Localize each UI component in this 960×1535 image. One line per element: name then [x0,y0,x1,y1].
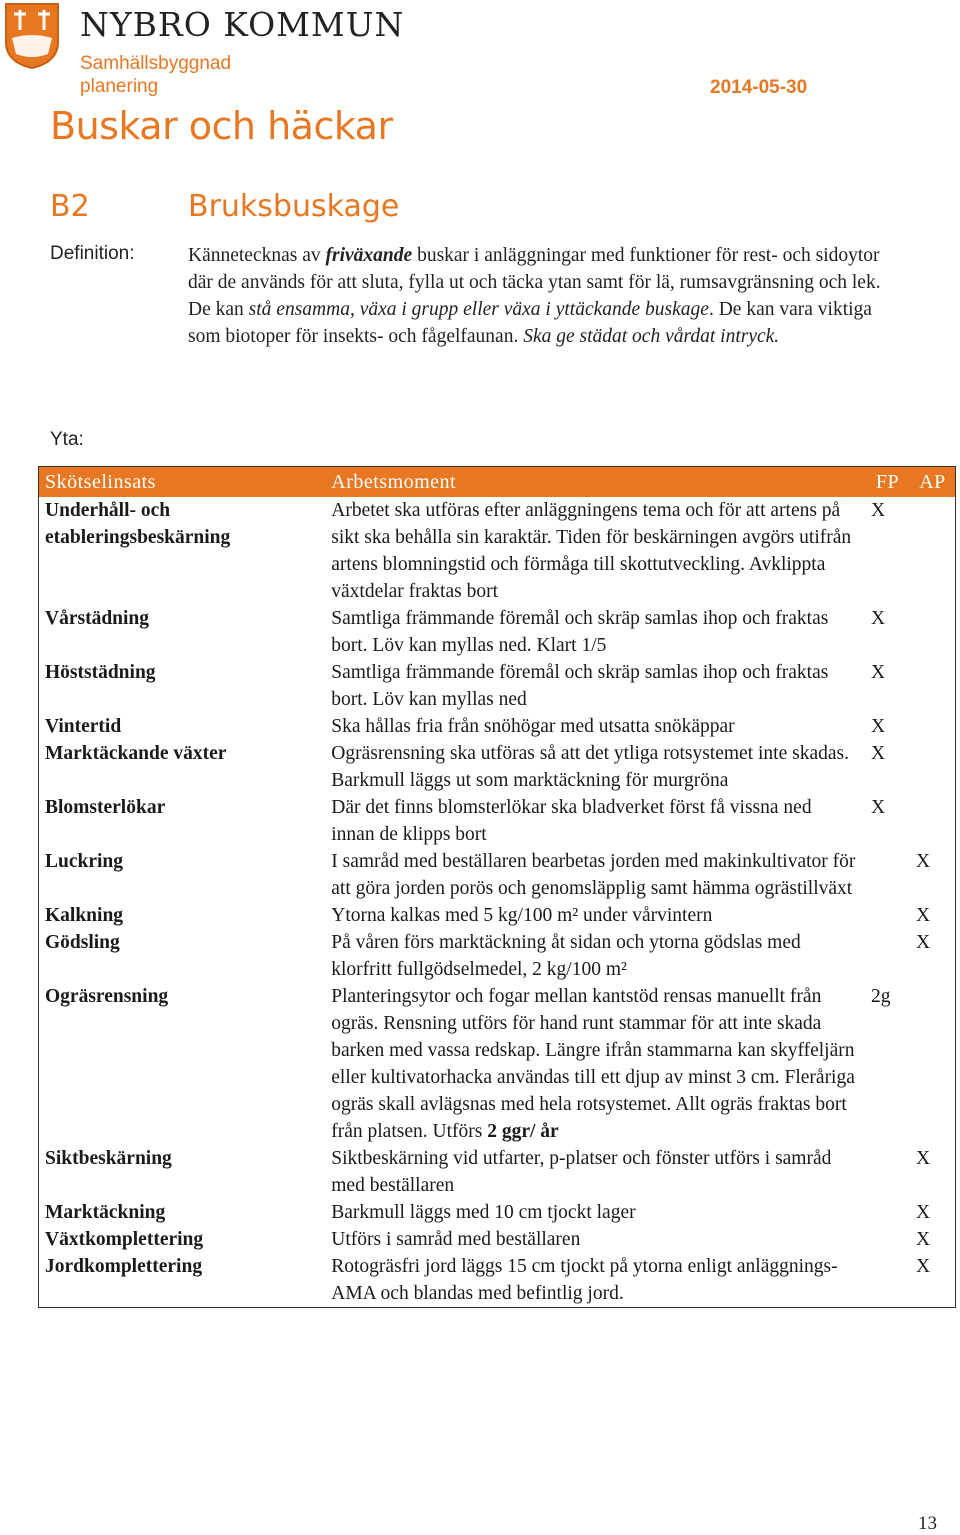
fp-mark: X [871,716,886,737]
fp-mark [865,1145,910,1199]
task-name: Växtkomplettering [45,1229,204,1250]
table-row [39,929,956,983]
task-description-emphasis: 2 ggr/ år [487,1121,559,1142]
org-name: NYBRO KOMMUN [80,5,405,44]
definition-part: buskar i anläggningar med funktioner för rest- och sidoytor där de används för att sluta, fylla ut och täcka ytan samt för lä, rumsavgränsning och lek. De kan [188,245,881,320]
task-name: Gödsling [45,932,120,953]
fp-mark: 2g [871,986,891,1007]
task-description-text: Ytorna kalkas med 5 kg/100 m² under vårvintern [331,905,713,926]
ap-mark: X [915,1229,931,1250]
task-description [325,1199,865,1226]
task-description [325,848,865,902]
task-name: Underhåll- och etableringsbeskärning [45,500,231,548]
fp-mark: X [871,608,886,629]
task-name: Jordkomplettering [45,1256,203,1277]
task-description [325,983,865,1145]
table-row [39,659,956,713]
fp-mark: X [871,743,886,764]
task-description [325,659,865,713]
task-description [325,713,865,740]
table-row [39,740,956,794]
task-description-text: Planteringsytor och fogar mellan kantstöd rensas manuellt från ogräs. Rensning utförs för hand runt stammar för att inte skada barken med vassa redskap. Längre ifrån stammarna kan skyffeljärn eller kultivatorhacka användas till ett djup av minst 3 cm. Fleråriga ogräs skall avlägsnas med hela rotsystemet. Allt ogräs fraktas bort från platsen. Utförs [331,986,855,1142]
ap-mark: X [915,1148,931,1169]
task-description [325,740,865,794]
task-description-text: Utförs i samråd med beställaren [331,1229,581,1250]
department-name [80,52,231,98]
task-name: Vårstädning [45,608,150,629]
task-description-text: Ska hållas fria från snöhögar med utsatta snökäppar [331,716,735,737]
task-description [325,794,865,848]
department-line-2: planering [80,76,159,97]
ap-mark: X [915,851,931,872]
table-row [39,605,956,659]
table-row [39,902,956,929]
ap-mark: X [915,932,931,953]
fp-mark: X [871,500,886,521]
definition-part: Kännetecknas av [188,245,326,266]
task-name: Blomsterlökar [45,797,166,818]
task-description-text: På våren förs marktäckning åt sidan och ytorna gödslas med klorfritt fullgödselmedel, 2 kg/100 m² [331,932,801,980]
column-header-task: Skötselinsats [39,467,326,498]
table-row [39,713,956,740]
fp-mark [865,848,910,902]
ap-mark [910,497,956,605]
section-title: Buskar och häckar [50,104,393,148]
task-description-text: Samtliga främmande föremål och skräp samlas ihop och fraktas bort. Löv kan myllas ned. Klart 1/5 [331,608,829,656]
task-description [325,1145,865,1199]
column-header-fp: FP [865,467,910,498]
area-label: Yta: [50,429,84,450]
ap-mark [910,740,956,794]
task-name: Vintertid [45,716,122,737]
task-description-text: Ogräsrensning ska utföras så att det ytliga rotsystemet inte skadas. Barkmull läggs ut som marktäckning för murgröna [331,743,849,791]
definition-emphasis: stå ensamma, växa i grupp eller växa i yttäckande buskage [248,299,709,320]
table-row [39,1253,956,1308]
task-description-text: Samtliga främmande föremål och skräp samlas ihop och fraktas bort. Löv kan myllas ned [331,662,829,710]
fp-mark [865,1199,910,1226]
ap-mark: X [915,1256,931,1277]
task-description [325,497,865,605]
table-row [39,848,956,902]
definition-label: Definition: [50,243,135,264]
table-row [39,1199,956,1226]
table-row [39,794,956,848]
table-row [39,497,956,605]
fp-mark [865,929,910,983]
table-row [39,1145,956,1199]
department-line-1: Samhällsbyggnad [80,53,232,74]
fp-mark [865,1253,910,1308]
task-description [325,902,865,929]
fp-mark [865,902,910,929]
ap-mark [910,713,956,740]
municipality-logo [4,2,60,70]
task-description [325,929,865,983]
task-name: Ogräsrensning [45,986,169,1007]
ap-mark: X [915,1202,931,1223]
page-number: 13 [918,1513,937,1534]
definition-text [188,242,903,350]
definition-emphasis: friväxande [325,245,413,266]
document-date: 2014-05-30 [710,77,808,98]
fp-mark: X [871,797,886,818]
fp-mark [865,1226,910,1253]
task-description [325,605,865,659]
task-description-text: Där det finns blomsterlökar ska bladverket först få vissna ned innan de klipps bort [331,797,812,845]
table-row [39,1226,956,1253]
definition-part: . De kan vara viktiga som biotoper för insekts- och fågelfaunan. [188,299,872,347]
task-description-text: Arbetet ska utföras efter anläggningens tema och för att artens på sikt ska behålla sin karaktär. Tiden för beskärningen avgörs utifrån artens blomningstid och förmåga till skottutveckling. Avklippta växtdelar fraktas bort [331,500,852,602]
task-description [325,1253,865,1308]
task-name: Höststädning [45,662,156,683]
task-description-text: I samråd med beställaren bearbetas jorden med makinkultivator för att göra jorden porös och genomsläpplig samt hämma ogrästillväxt [331,851,856,899]
ap-mark [910,659,956,713]
category-code: B2 [50,189,90,224]
category-title: Bruksbuskage [188,189,400,224]
column-header-ap: AP [910,467,956,498]
ap-mark [910,794,956,848]
ap-mark [910,605,956,659]
column-header-description: Arbetsmoment [325,467,865,498]
task-description [325,1226,865,1253]
ap-mark: X [915,905,931,926]
table-header-row [39,467,956,498]
task-description-text: Rotogräsfri jord läggs 15 cm tjockt på ytorna enligt anläggnings-AMA och blandas med befintlig jord. [331,1256,838,1304]
task-name: Kalkning [45,905,124,926]
task-description-text: Siktbeskärning vid utfarter, p-platser och fönster utförs i samråd med beställaren [331,1148,832,1196]
definition-emphasis: Ska ge städat och vårdat intryck. [523,326,780,347]
task-name: Marktäckande växter [45,743,227,764]
maintenance-table [38,466,956,1308]
task-name: Luckring [45,851,124,872]
ap-mark [910,983,956,1145]
table-row [39,983,956,1145]
fp-mark: X [871,662,886,683]
task-description-text: Barkmull läggs med 10 cm tjockt lager [331,1202,636,1223]
task-name: Marktäckning [45,1202,166,1223]
task-name: Siktbeskärning [45,1148,172,1169]
